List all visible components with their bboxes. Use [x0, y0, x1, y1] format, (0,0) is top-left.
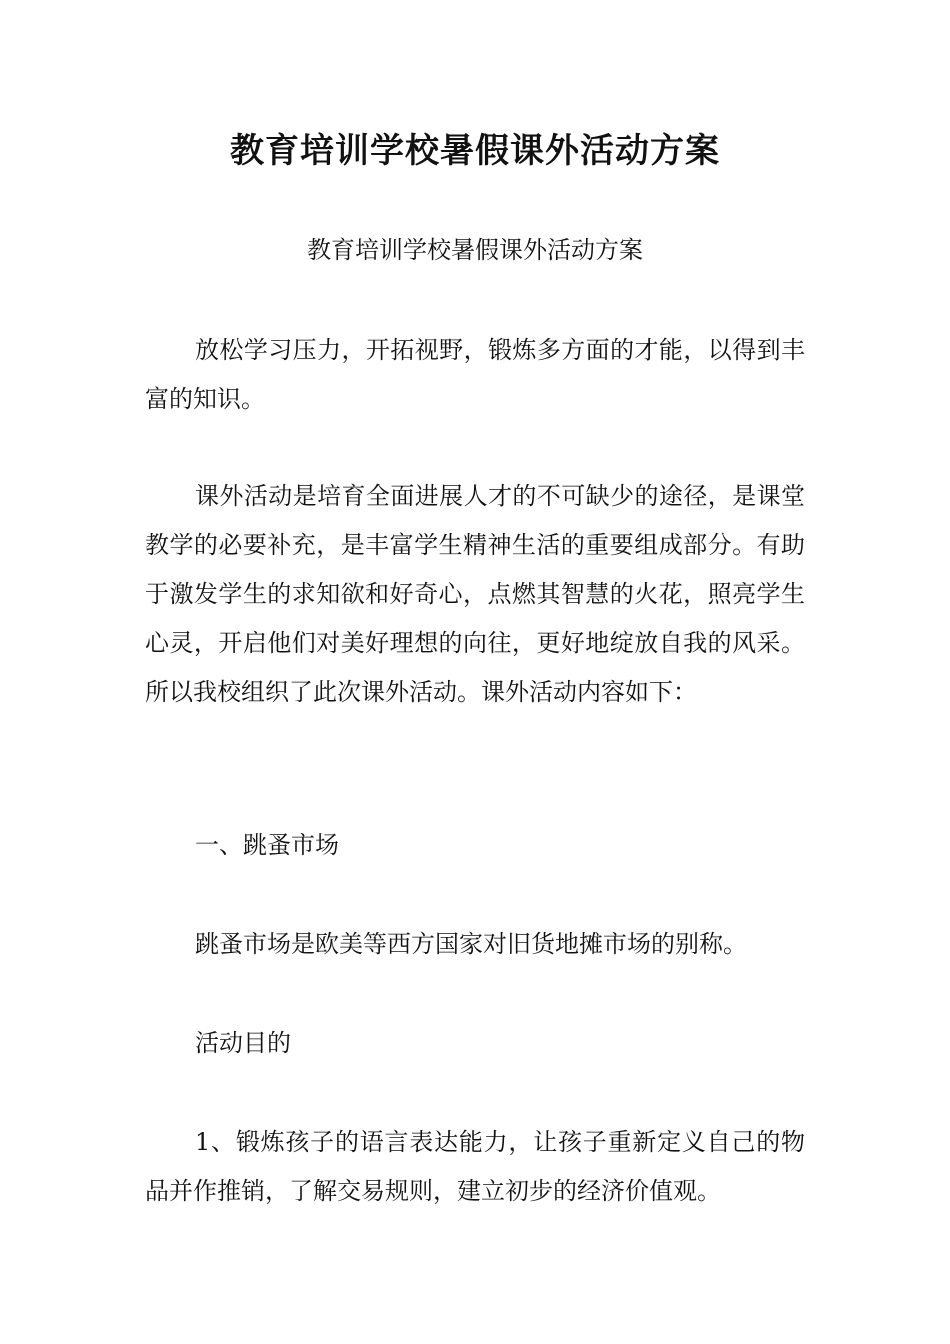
section-heading-flea-market: 一、跳蚤市场 — [195, 831, 339, 859]
paragraph-overview: 课外活动是培育全面进展人才的不可缺少的途径，是课堂教学的必要补充，是丰富学生精神生活的重要组成部分。有助于激发学生的求知欲和好奇心，点燃其智慧的火花，照亮学生心灵，开启他们对美好理想的向往，更好地绽放自我的风采。所以我校组织了此次课外活动。课外活动内容如下： — [145, 482, 805, 706]
subheading-activity-purpose: 活动目的 — [195, 1029, 291, 1057]
document-subtitle: 教育培训学校暑假课外活动方案 — [307, 236, 643, 264]
document-title: 教育培训学校暑假课外活动方案 — [230, 131, 720, 171]
paragraph-intro: 放松学习压力，开拓视野，锻炼多方面的才能，以得到丰富的知识。 — [145, 336, 805, 413]
paragraph-flea-market-definition: 跳蚤市场是欧美等西方国家对旧货地摊市场的别称。 — [195, 930, 747, 958]
list-item-purpose-1: 1、锻炼孩子的语言表达能力，让孩子重新定义自己的物品并作推销，了解交易规则，建立初步的经济价值观。 — [145, 1128, 805, 1205]
